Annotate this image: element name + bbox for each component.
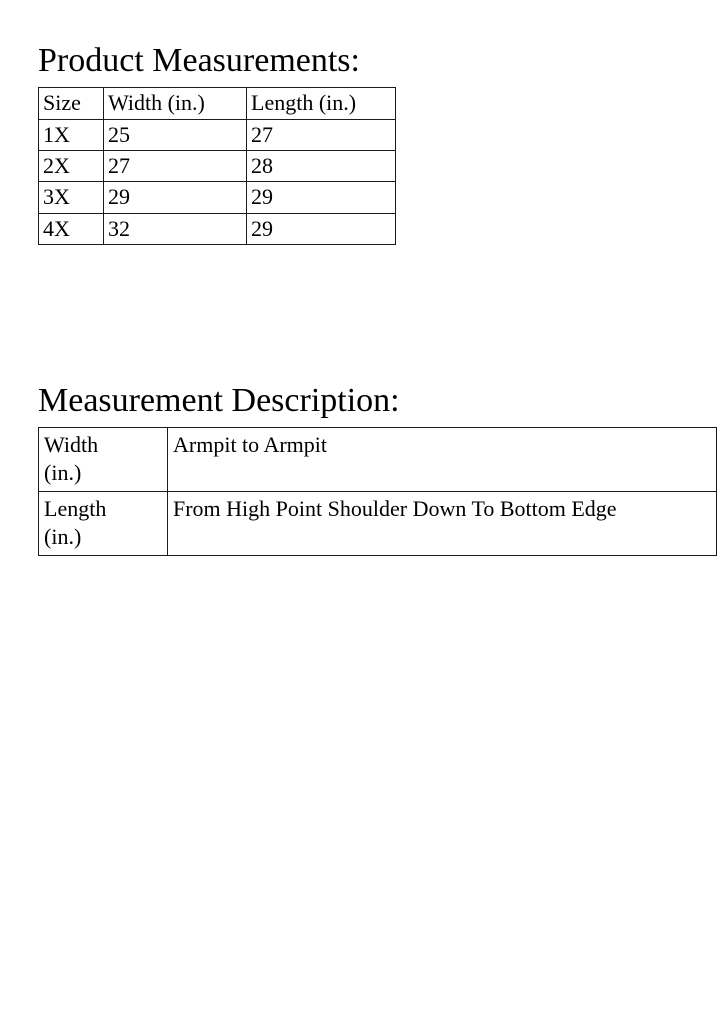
cell-length: 29 xyxy=(247,213,396,244)
cell-length: 27 xyxy=(247,119,396,150)
cell-width: 32 xyxy=(104,213,247,244)
description-label-length xyxy=(39,492,168,556)
table-row xyxy=(39,492,717,556)
table-row xyxy=(39,119,396,150)
measurement-description-title: Measurement Description: xyxy=(38,382,400,419)
column-header-width: Width (in.) xyxy=(104,88,247,119)
cell-width: 27 xyxy=(104,150,247,181)
cell-size: 1X xyxy=(39,119,104,150)
cell-width: 25 xyxy=(104,119,247,150)
cell-width: 29 xyxy=(104,182,247,213)
description-label-line-1: Width xyxy=(44,432,99,458)
product-measurements-title: Product Measurements: xyxy=(38,42,360,79)
measurement-description-section xyxy=(38,382,717,556)
description-label-line-2: (in.) xyxy=(44,459,82,485)
column-header-size: Size xyxy=(39,88,104,119)
product-measurements-section xyxy=(38,42,396,245)
cell-length: 28 xyxy=(247,150,396,181)
description-label-width xyxy=(39,428,168,492)
table-header-row xyxy=(39,88,396,119)
table-row xyxy=(39,150,396,181)
column-header-length: Length (in.) xyxy=(247,88,396,119)
measurement-description-table xyxy=(38,427,717,556)
cell-size: 3X xyxy=(39,182,104,213)
cell-size: 4X xyxy=(39,213,104,244)
cell-length: 29 xyxy=(247,182,396,213)
table-row xyxy=(39,428,717,492)
description-label-line-2: (in.) xyxy=(44,523,82,549)
description-value-length: From High Point Shoulder Down To Bottom Edge xyxy=(168,492,717,556)
description-label-line-1: Length xyxy=(44,496,107,522)
table-row xyxy=(39,213,396,244)
cell-size: 2X xyxy=(39,150,104,181)
product-measurements-table xyxy=(38,87,396,244)
description-value-width: Armpit to Armpit xyxy=(168,428,717,492)
table-row xyxy=(39,182,396,213)
